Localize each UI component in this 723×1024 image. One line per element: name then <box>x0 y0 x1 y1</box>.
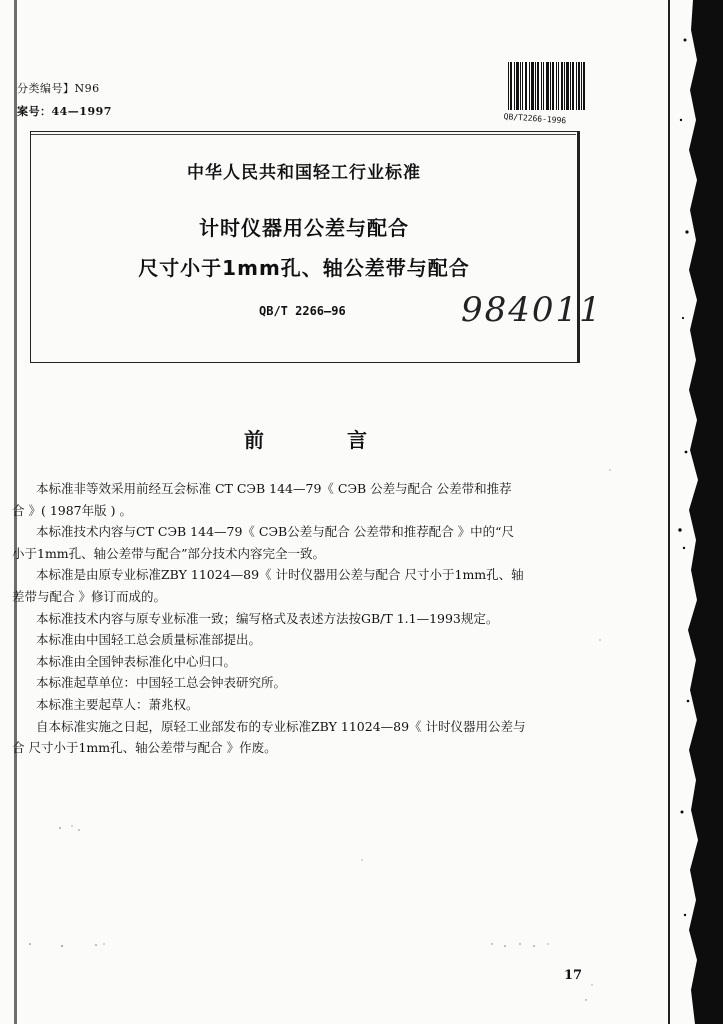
preface-line: 本标准主要起草人：萧兆权。 <box>36 696 199 712</box>
preface-line: 本标准技术内容与原专业标准一致；编写格式及表述方法按GB/T 1.1—1993规定。 <box>36 610 499 626</box>
standard-title-line-2: 尺寸小于1mm孔、轴公差带与配合 <box>138 256 470 280</box>
classification-number: 分类编号】N96 <box>17 82 100 95</box>
right-scan-edge <box>663 0 723 1024</box>
page-number: 17 <box>564 968 583 983</box>
torn-edge-shape <box>663 0 723 1024</box>
preface-line: 本标准非等效采用前经互会标准 CT CЭВ 144—79《 CЭВ 公差与配合 公差带和推荐 <box>36 481 512 496</box>
preface-heading: 前 言 <box>244 428 405 452</box>
preface-line: 本标准由中国轻工总会质量标准部提出。 <box>36 632 262 648</box>
standard-number: QB/T 2266—96 <box>259 304 346 318</box>
preface-line: 差带与配合 》修订而成的。 <box>12 588 166 604</box>
preface-line: 合 》( 1987年版 ) 。 <box>12 502 132 518</box>
preface-body <box>12 478 612 759</box>
title-box <box>30 131 603 363</box>
barcode <box>506 62 586 114</box>
preface-line: 本标准技术内容与CT CЭВ 144—79《 CЭВ公差与配合 公差带和推荐配合 》中的“尺 <box>36 524 515 540</box>
industry-standard-heading: 中华人民共和国轻工行业标准 <box>187 163 421 183</box>
barcode-bars <box>506 62 586 114</box>
standard-title-line-1: 计时仪器用公差与配合 <box>199 216 409 240</box>
preface-line: 本标准是由原专业标准ZBY 11024—89《 计时仪器用公差与配合 尺寸小于1mm孔、轴 <box>36 567 524 583</box>
barcode-caption: QB/T2266-1996 <box>503 112 567 126</box>
preface-line: 合 尺寸小于1mm孔、轴公差带与配合 》作废。 <box>12 740 277 756</box>
handwritten-number: 984011 <box>461 290 603 330</box>
record-number: 案号：44—1997 <box>17 105 112 118</box>
preface-line: 小于1mm孔、轴公差带与配合”部分技术内容完全一致。 <box>12 545 326 561</box>
preface-line: 本标准由全国钟表标准化中心归口。 <box>36 653 237 669</box>
preface-line: 本标准起草单位：中国轻工总会钟表研究所。 <box>36 675 287 691</box>
preface-line: 自本标准实施之日起，原轻工业部发布的专业标准ZBY 11024—89《 计时仪器用公差与 <box>36 718 526 734</box>
